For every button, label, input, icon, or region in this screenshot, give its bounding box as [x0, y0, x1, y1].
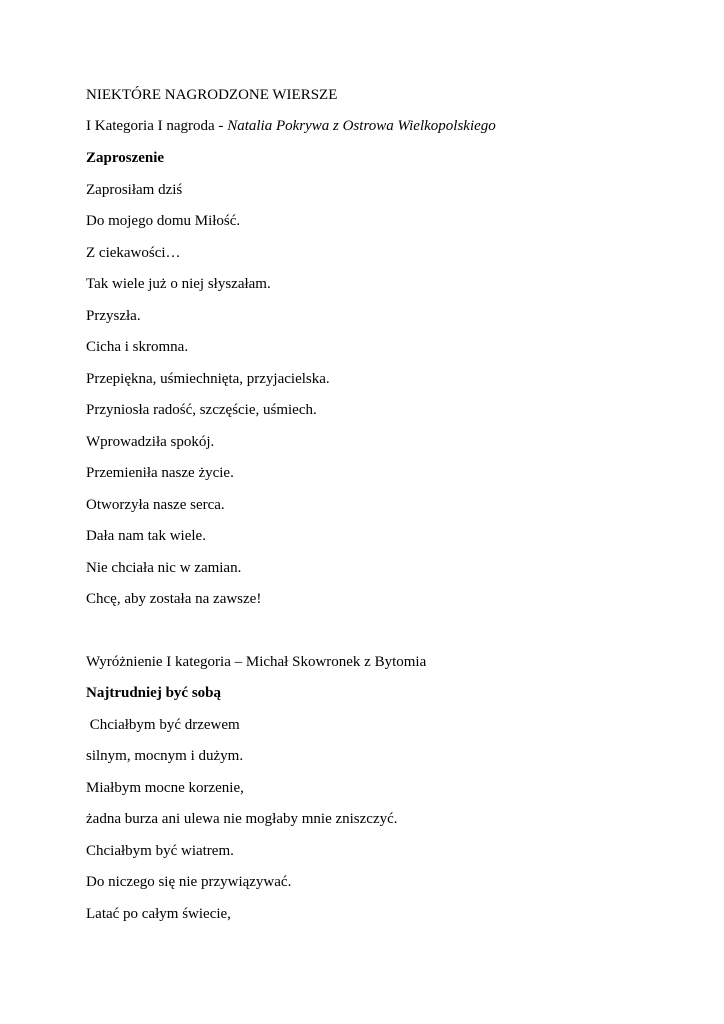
poem-line: Nie chciała nic w zamian. — [86, 560, 242, 576]
poem-line: Do niczego się nie przywiązywać. — [86, 874, 292, 890]
poem-line: Dała nam tak wiele. — [86, 528, 206, 544]
poem-line: Latać po całym świecie, — [86, 906, 231, 922]
section2-poem-title: Najtrudniej być sobą — [86, 685, 222, 701]
poem-line: Cicha i skromna. — [86, 339, 189, 355]
section1-author: Natalia Pokrywa z Ostrowa Wielkopolskiego — [227, 118, 496, 134]
document-heading: NIEKTÓRE NAGRODZONE WIERSZE — [86, 87, 338, 103]
poem-line: Tak wiele już o niej słyszałam. — [86, 276, 271, 292]
poem-line: Zaprosiłam dziś — [86, 182, 183, 198]
poem-line: Z ciekawości… — [86, 245, 181, 261]
poem-line: Wprowadziła spokój. — [86, 434, 215, 450]
poem-line: Do mojego domu Miłość. — [86, 213, 241, 229]
section1-poem-title: Zaproszenie — [86, 150, 165, 166]
poem-line: Otworzyła nasze serca. — [86, 497, 225, 513]
poem-line: silnym, mocnym i dużym. — [86, 748, 244, 764]
poem-line: Przepiękna, uśmiechnięta, przyjacielska. — [86, 371, 330, 387]
poem-line: Przyszła. — [86, 308, 141, 324]
poem-line: Przyniosła radość, szczęście, uśmiech. — [86, 402, 317, 418]
poem-line: Chcę, aby została na zawsze! — [86, 591, 262, 607]
section1-award-prefix: I Kategoria I nagroda - — [86, 118, 228, 134]
poem-line: Przemieniła nasze życie. — [86, 465, 234, 481]
section1-award-line — [86, 117, 496, 135]
poem-line: żadna burza ani ulewa nie mogłaby mnie zniszczyć. — [86, 811, 398, 827]
poem-line: Chciałbym być drzewem — [86, 717, 240, 733]
poem-line: Chciałbym być wiatrem. — [86, 843, 234, 859]
section2-award-line: Wyróżnienie I kategoria – Michał Skowronek z Bytomia — [86, 654, 427, 670]
poem-line: Miałbym mocne korzenie, — [86, 780, 244, 796]
